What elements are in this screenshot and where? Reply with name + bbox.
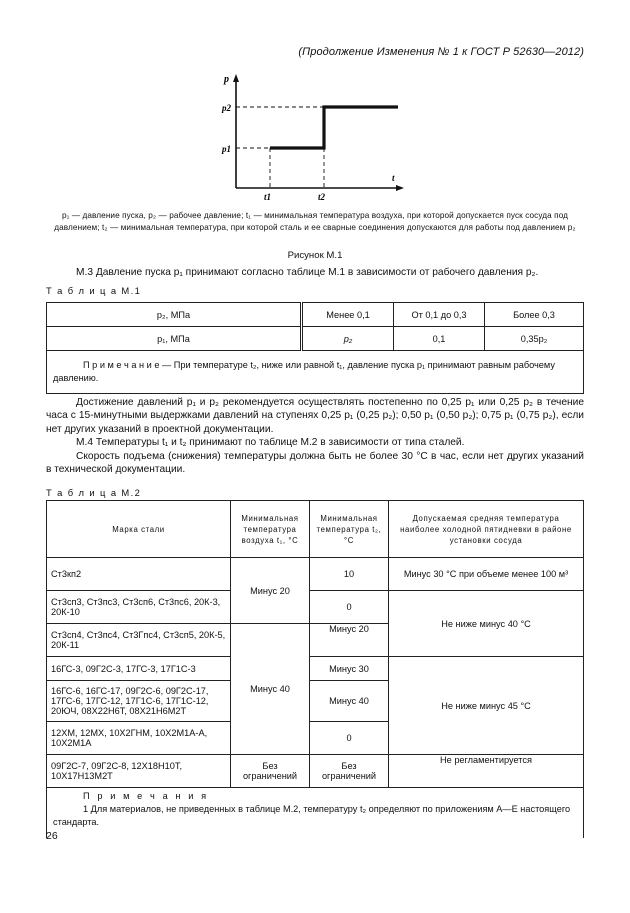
table-m2 [46,500,584,838]
table-cell: 0 [310,591,389,624]
table-cell: Ст3кп2 [47,558,231,591]
table-cell: Менее 0,1 [302,303,394,327]
table-row [47,558,584,591]
pressure-step-line [270,107,398,148]
tick-label-p1: p1 [222,144,231,154]
tick-label-t2: t2 [318,192,326,200]
table-cell: Минус 40 [310,681,389,722]
table-row [47,755,584,788]
table-cell: Не регламентируется [389,755,584,788]
text-block [46,396,584,476]
table-row [47,788,584,839]
figure-legend: p₁ — давление пуска, p₂ — рабочее давление; t₁ — минимальная температура воздуха, при которой допускается пуск сосуда под давлением; t₂ — минимальная температура, при которой сталь и ее сварные соединения допускаются для работы под давлением p₂ [54,211,576,232]
figure-caption: Рисунок М.1 [287,250,343,261]
running-header: (Продолжение Изменения № 1 к ГОСТ Р 52630—2012) [298,46,584,58]
table-cell: 0,1 [394,327,485,351]
table-cell: Без ограничений [231,755,310,788]
table-m1 [46,302,584,394]
table-cell: p₂, МПа [47,303,302,327]
x-axis-arrow [396,185,404,191]
table-cell: 10 [310,558,389,591]
table-m1-caption: Т а б л и ц а М.1 [46,285,142,296]
table-cell: Без ограничений [310,755,389,788]
column-header-t1: Минимальная температура воздуха t₁, °С [231,501,310,558]
note-1: 1 Для материалов, не приведенных в таблице М.2, температуру t₂ определяют по приложениям А—Е настоящего стандарта. [53,804,571,827]
table-row [47,303,584,327]
table-cell: Минус 20 [310,624,389,657]
table-cell: От 0,1 до 0,3 [394,303,485,327]
paragraph-temperature-rate: Скорость подъема (снижения) температуры должна быть не более 30 °С в час, если нет других указаний в технической документации. [46,450,584,476]
column-header-ambient: Допускаемая средняя температура наиболее холодной пятидневки в районе установки сосуда [389,501,584,558]
paragraph-m4: М.4 Температуры t₁ и t₂ принимают по таблице М.2 в зависимости от типа сталей. [76,437,465,449]
notes-title: П р и м е ч а н и я [83,791,209,801]
table-cell: 16ГС-3, 09Г2С-3, 17ГС-3, 17Г1С-3 [47,657,231,681]
table-cell: Не ниже минус 40 °С [389,591,584,657]
table-header-row [47,501,584,558]
table-m1-note: П р и м е ч а н и е — При температуре t₂, ниже или равной t₁, давление пуска p₁ принимают равным рабочему давлению. [47,351,584,394]
table-cell: p₁, МПа [47,327,302,351]
y-axis-arrow [233,74,239,82]
table-cell: 09Г2С-7, 09Г2С-8, 12Х18Н10Т, 10Х17Н13М2Т [47,755,231,788]
table-cell: 12ХМ, 12МХ, 10Х2ГНМ, 10Х2М1А-А, 10Х2М1А [47,722,231,755]
table-cell: 16ГС-6, 16ГС-17, 09Г2С-6, 09Г2С-17, 17ГС-6, 17ГС-12, 17Г1С-6, 17Г1С-12, 20ЮЧ, 08Х22Н6Т, 08Х21Н6М2Т [47,681,231,722]
table-m2-notes [47,788,584,839]
column-header-t2: Минимальная температура t₂, °С [310,501,389,558]
table-row [47,351,584,394]
table-cell: p₂ [302,327,394,351]
page-number: 26 [46,830,58,842]
tick-label-t1: t1 [264,192,272,200]
axis-label-p: p [224,74,229,85]
table-cell: 0,35p₂ [485,327,584,351]
table-m2-caption: Т а б л и ц а М.2 [46,487,142,498]
table-cell: Минус 20 [231,558,310,624]
axis-label-t: t [392,173,395,183]
table-cell: Ст3сп4, Ст3пс4, Ст3Гпс4, Ст3сп5, 20К-5, 20К-11 [47,624,231,657]
table-row [47,657,584,681]
column-header-steel-grade: Марка стали [47,501,231,558]
table-cell: Минус 40 [231,624,310,755]
paragraph-pressure-steps: Достижение давлений p₁ и p₂ рекомендуется осуществлять постепенно по 0,25 p₁ или 0,25 p₂ в течение часа с 15-минутными выдержками давлений на ступенях 0,25 p₁ (0,25 p₂); 0,50 p₁ (0,50 p₂); 0,75 p₁ (0,75 p₂), если нет других указаний в проектной документации. [46,397,584,435]
figure-m1-graph [208,70,408,200]
table-cell: Ст3сп3, Ст3пс3, Ст3сп6, Ст3пс6, 20К-3, 20К-10 [47,591,231,624]
paragraph-m3: М.3 Давление пуска p₁ принимают согласно таблице М.1 в зависимости от рабочего давления p₂. [76,267,539,278]
table-row [47,327,584,351]
table-cell: Более 0,3 [485,303,584,327]
table-row [47,591,584,624]
table-cell: Минус 30 [310,657,389,681]
tick-label-p2: p2 [222,103,231,113]
table-cell: 0 [310,722,389,755]
table-cell: Минус 30 °С при объеме менее 100 м³ [389,558,584,591]
table-cell: Не ниже минус 45 °С [389,657,584,755]
